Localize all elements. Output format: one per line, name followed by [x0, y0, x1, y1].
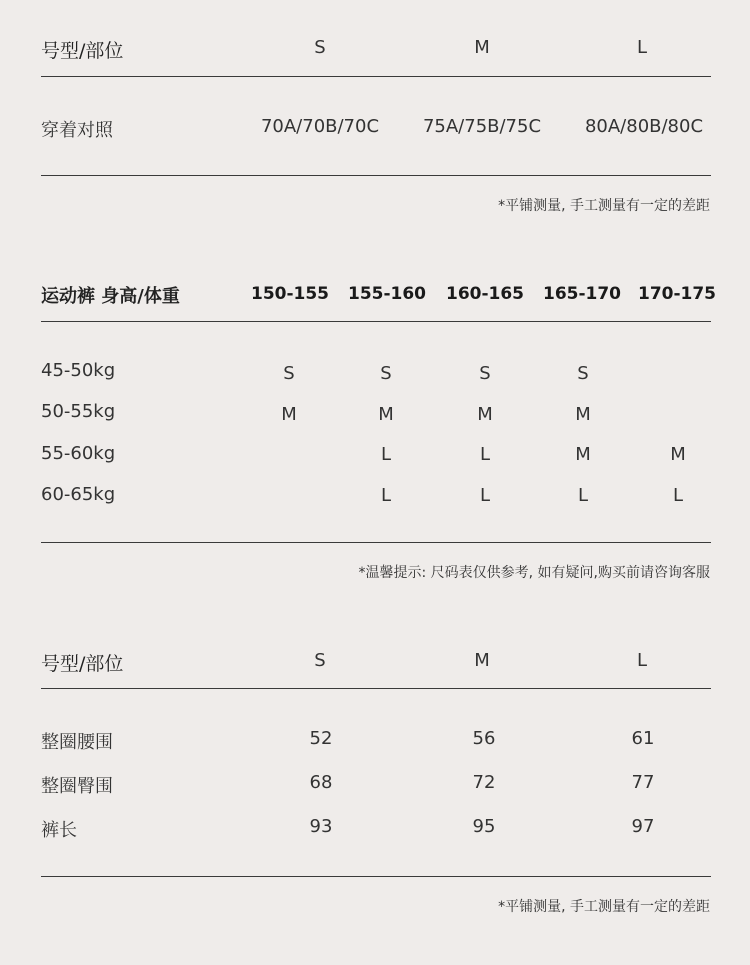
table2-header-col: 165-170 — [542, 284, 622, 304]
table2-header-col: 150-155 — [250, 284, 330, 304]
divider — [41, 876, 711, 877]
table3-row-label: 整圈臀围 — [41, 776, 113, 797]
divider — [41, 688, 711, 689]
table2-cell: M — [575, 444, 591, 465]
table1-cell: 80A/80B/80C — [584, 116, 704, 137]
table2-cell: L — [479, 485, 491, 506]
table3-header-label: 号型/部位 — [41, 653, 124, 675]
table2-cell: M — [281, 404, 297, 425]
table3-cell: 68 — [309, 772, 333, 793]
table2-note: *温馨提示: 尺码表仅供参考, 如有疑问,购买前请咨询客服 — [358, 565, 710, 581]
table2-header-label: 运动裤 身高/体重 — [41, 286, 180, 307]
table2-cell: L — [672, 485, 684, 506]
table3-cell: 77 — [631, 772, 655, 793]
table2-cell: S — [479, 363, 491, 384]
table3-cell: 56 — [472, 728, 496, 749]
table3-cell: 61 — [631, 728, 655, 749]
table3-header-m: M — [474, 650, 490, 671]
table3-row-label: 裤长 — [41, 820, 77, 841]
table1-cell: 75A/75B/75C — [422, 116, 542, 137]
table3-note: *平铺测量, 手工测量有一定的差距 — [498, 899, 710, 915]
table2-cell: M — [378, 404, 394, 425]
table2-cell: L — [479, 444, 491, 465]
table3-cell: 52 — [309, 728, 333, 749]
table3-cell: 93 — [309, 816, 333, 837]
table1-row-label: 穿着对照 — [41, 120, 113, 141]
divider — [41, 542, 711, 543]
table1-cell: 70A/70B/70C — [260, 116, 380, 137]
table3-header-s: S — [314, 650, 326, 671]
table2-cell: S — [577, 363, 589, 384]
table1-header-label: 号型/部位 — [41, 40, 124, 62]
table3-cell: 97 — [631, 816, 655, 837]
table2-cell: L — [380, 444, 392, 465]
table2-row-label: 50-55kg — [41, 401, 116, 422]
table2-cell: M — [575, 404, 591, 425]
divider — [41, 321, 711, 322]
table3-cell: 72 — [472, 772, 496, 793]
table2-header-col: 160-165 — [445, 284, 525, 304]
table2-cell: M — [477, 404, 493, 425]
divider — [41, 76, 711, 77]
table1-header-s: S — [314, 37, 326, 58]
table3-header-l: L — [636, 650, 648, 671]
table2-cell: S — [283, 363, 295, 384]
table2-header-col: 155-160 — [347, 284, 427, 304]
table2-row-label: 55-60kg — [41, 443, 116, 464]
table1-header-l: L — [636, 37, 648, 58]
table1-header-m: M — [474, 37, 490, 58]
table2-cell: S — [380, 363, 392, 384]
divider — [41, 175, 711, 176]
table2-row-label: 45-50kg — [41, 360, 116, 381]
table2-cell: M — [670, 444, 686, 465]
table2-cell: L — [577, 485, 589, 506]
table1-note: *平铺测量, 手工测量有一定的差距 — [498, 198, 710, 214]
table3-cell: 95 — [472, 816, 496, 837]
table2-header-col: 170-175 — [637, 284, 717, 304]
table2-cell: L — [380, 485, 392, 506]
table2-row-label: 60-65kg — [41, 484, 116, 505]
table3-row-label: 整圈腰围 — [41, 732, 113, 753]
